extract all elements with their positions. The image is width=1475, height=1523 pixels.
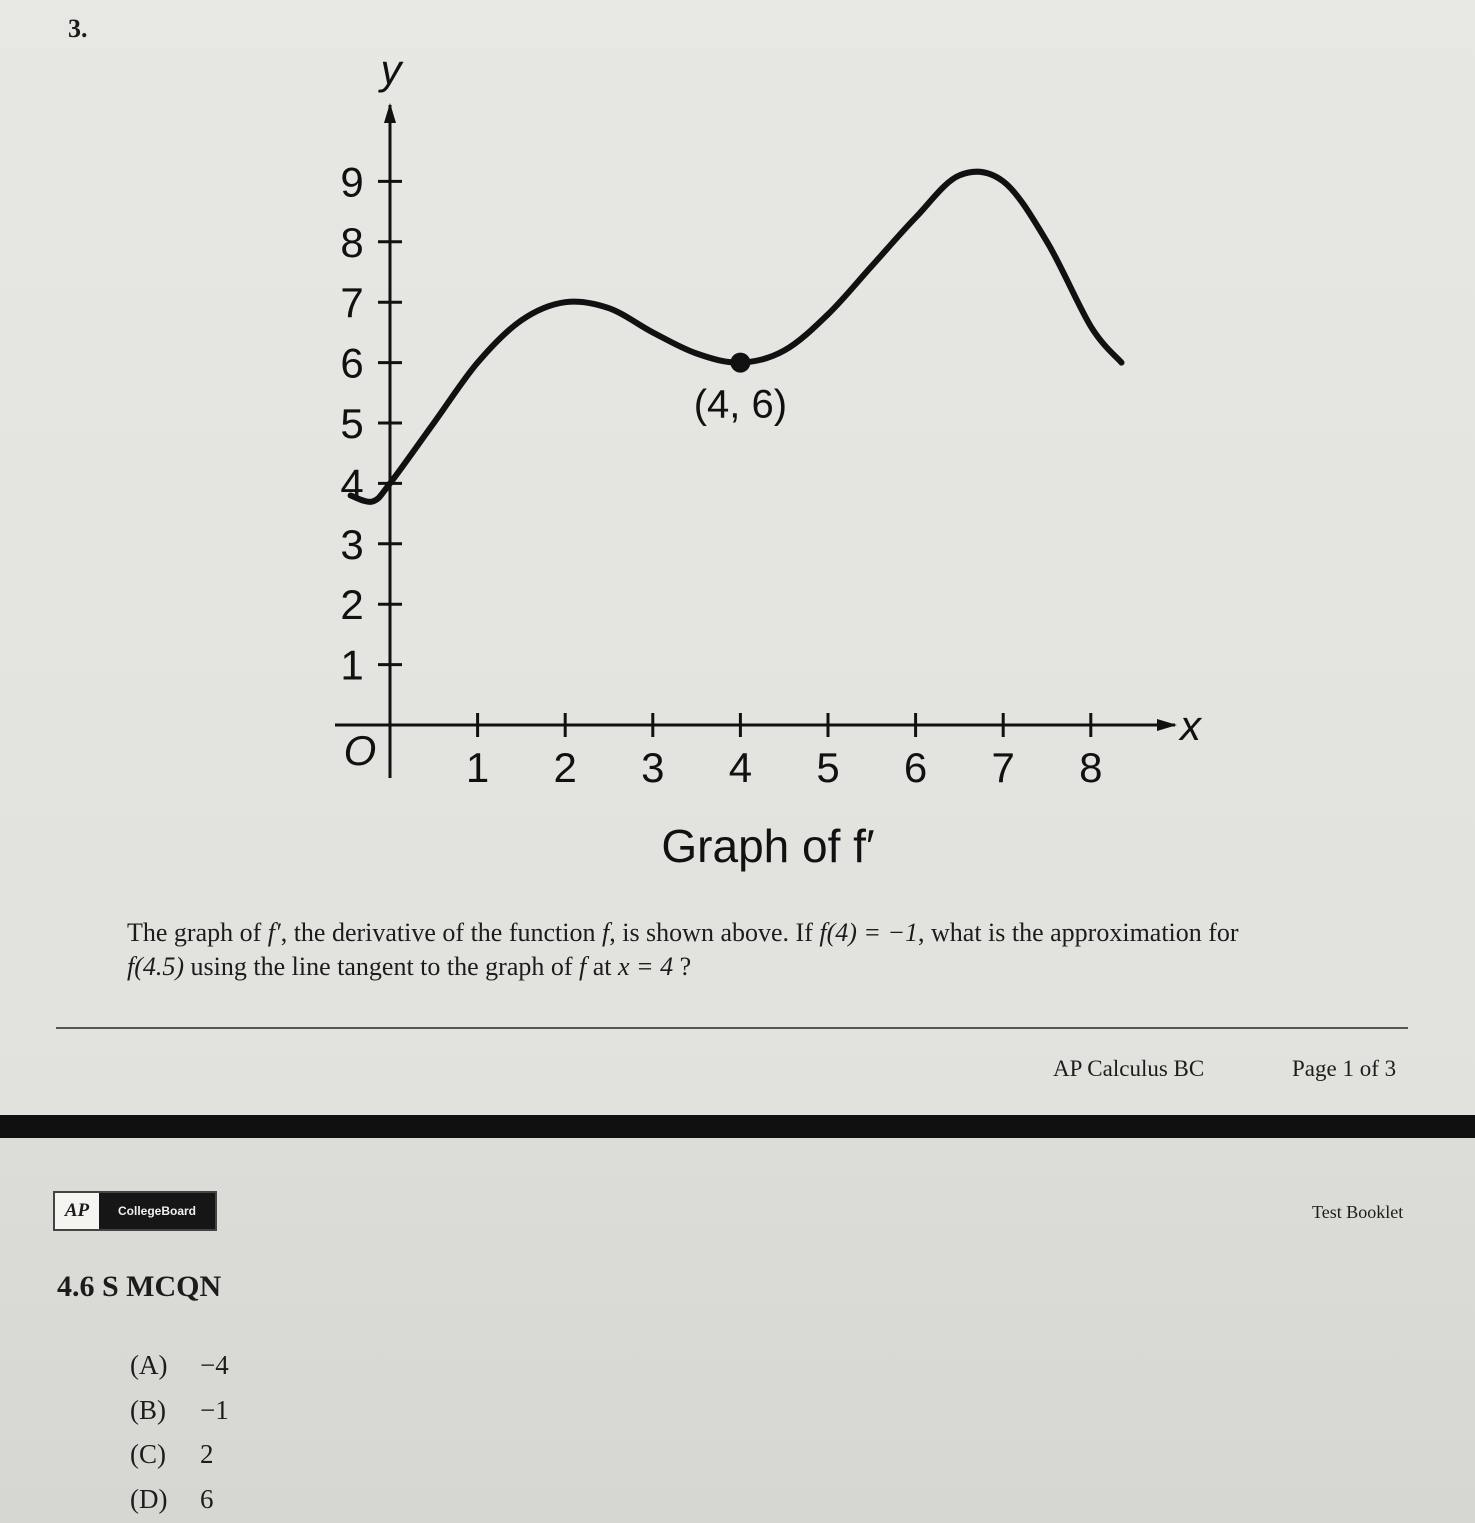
- x-tick-label: 7: [991, 744, 1015, 791]
- y-tick-label: 1: [340, 641, 364, 689]
- y-tick-label: 4: [340, 460, 364, 508]
- choice-letter: (B): [130, 1394, 166, 1425]
- footer-page-number: Page 1 of 3: [1292, 1056, 1397, 1081]
- q-text-5: using the line tangent to the graph of: [184, 952, 580, 981]
- x-tick-label: 1: [465, 744, 490, 791]
- test-booklet-label: Test Booklet: [1312, 1202, 1404, 1222]
- q-f-2: f: [579, 952, 587, 981]
- logo-ap: AP: [64, 1200, 90, 1221]
- marked-point-dot: [730, 353, 750, 373]
- question-number: 3.: [68, 14, 88, 43]
- choice-letter: (D): [130, 1483, 168, 1514]
- origin-label: O: [343, 727, 377, 774]
- y-tick-label: 2: [340, 581, 364, 629]
- q-condition: f(4) = −1: [819, 918, 918, 947]
- x-tick-label: 5: [816, 744, 840, 791]
- q-text-2: , the derivative of the function: [280, 918, 602, 947]
- page-break-bar: [0, 1115, 1475, 1138]
- y-tick-label: 3: [340, 520, 364, 568]
- q-x-eq: x = 4: [618, 952, 674, 981]
- y-tick-label: 9: [340, 158, 364, 206]
- q-fprime: f′: [267, 918, 281, 947]
- x-tick-label: 3: [641, 744, 665, 791]
- y-tick-label: 6: [340, 339, 364, 387]
- f-prime-curve: [351, 172, 1122, 502]
- x-tick-label: 6: [903, 744, 928, 791]
- footer-divider: [56, 1027, 1408, 1029]
- q-text-3: , is shown above. If: [609, 918, 820, 947]
- logo-collegeboard: CollegeBoard: [99, 1193, 215, 1229]
- ap-collegeboard-logo: [53, 1191, 217, 1231]
- q-text-1: The graph of: [127, 918, 268, 947]
- y-tick-label: 7: [340, 279, 364, 327]
- x-tick-label: 8: [1079, 744, 1103, 791]
- y-tick-label: 5: [340, 400, 364, 447]
- q-text-7: ?: [673, 952, 692, 981]
- choice-c[interactable]: [130, 1432, 229, 1477]
- marked-point-label: (4, 6): [693, 382, 788, 427]
- answer-choices: [130, 1343, 229, 1521]
- choice-value: −1: [200, 1394, 229, 1425]
- choice-value: 6: [200, 1483, 214, 1514]
- chart-title: Graph of f′: [661, 820, 875, 872]
- choice-a[interactable]: [130, 1343, 229, 1388]
- question-text: [127, 916, 1367, 984]
- choice-value: 2: [200, 1439, 214, 1469]
- choice-d[interactable]: [130, 1477, 229, 1522]
- choice-b[interactable]: [130, 1388, 229, 1433]
- q-f: f: [601, 918, 610, 947]
- x-tick-label: 4: [728, 744, 753, 791]
- q-text-6: at: [586, 952, 619, 981]
- y-axis-label: y: [380, 46, 402, 93]
- x-tick-label: 2: [553, 744, 577, 791]
- q-f45: f(4.5): [127, 952, 185, 981]
- choice-value: −4: [200, 1350, 229, 1380]
- section-title: 4.6 S MCQN: [57, 1270, 222, 1303]
- footer-course: AP Calculus BC: [1053, 1056, 1205, 1081]
- x-axis-label: x: [1180, 702, 1201, 749]
- q-text-4: , what is the approximation for: [918, 918, 1239, 947]
- choice-letter: (C): [130, 1439, 166, 1469]
- y-tick-label: 8: [340, 218, 364, 266]
- choice-letter: (A): [130, 1350, 168, 1380]
